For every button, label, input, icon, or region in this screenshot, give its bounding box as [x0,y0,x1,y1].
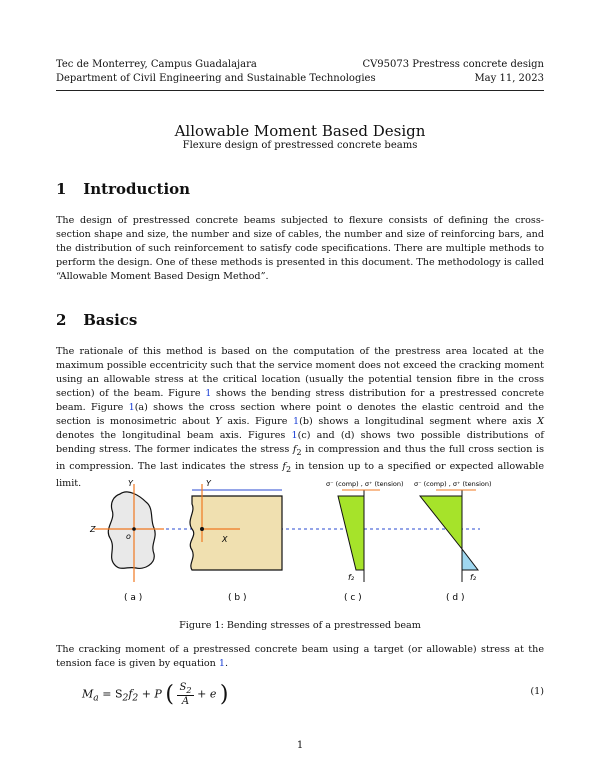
header-course: CV95073 Prestress concrete design [362,59,544,70]
y-axis-label-a: Y [128,479,133,488]
text-run: in tension up to a specified or expected allowable limit. [56,460,544,489]
header-left [56,58,376,86]
eq-subscript: 2 [122,692,129,704]
y-axis-label-b: Y [206,479,211,488]
figure-reference-link[interactable]: 1 [205,388,212,399]
text-run: The rationale of this method is based on the computation of the prestress area located at the maximum possible eccentricity such that the service moment does not exceed the cracking moment using an allowable stress at the critical location (usually the potential tension fibre in the cross section) of the beam. Figure [56,346,544,399]
header-right [362,58,544,86]
math-symbol: X [537,416,544,427]
subfigure-label-a: ( a ) [124,593,143,603]
text-run: (a) shows the cross section where point o denotes the elastic centroid and the section is monosimetric about [56,402,545,427]
figure-reference-link[interactable]: 1 [291,430,298,441]
x-axis-label-b: X [222,535,228,544]
eq-symbol: = S [102,687,123,701]
eq-symbol: + e [197,687,217,701]
text-run: (b) shows a longitudinal segment where axis [299,416,538,427]
text-run: in compression and thus the full cross section is in compression. The last indicates the stress [56,444,544,472]
subfigure-label-c: ( c ) [344,593,362,603]
f2-label-c: f₂ [348,573,355,582]
eq-symbol: + P [141,687,162,701]
figure-caption: Figure 1: Bending stresses of a prestressed beam [179,620,421,631]
stress-sign-label-d: σ⁻ (comp) , σ⁺ (tension) [414,480,492,488]
eq-fraction [177,682,193,707]
document-subtitle: Flexure design of prestressed concrete beams [182,140,418,151]
section-title: Basics [83,311,138,329]
figure-reference-link[interactable]: 1 [293,416,300,427]
section-heading-introduction [56,180,190,198]
text-run: . [225,658,229,669]
stress-sign-label-c: σ⁻ (comp) , σ⁺ (tension) [326,480,404,488]
header-institution: Tec de Monterrey, Campus Guadalajara [56,59,257,70]
text-run: denotes the longitudinal beam axis. Figures [56,430,292,441]
basics-paragraph [56,345,544,491]
math-symbol: f [292,444,297,455]
header-rule [56,90,544,91]
page-number: 1 [296,740,304,751]
equation-number: (1) [530,686,544,697]
header-department: Department of Civil Engineering and Sustainable Technologies [56,73,376,84]
cracking-moment-paragraph [56,643,544,671]
eq-subscript: a [93,692,99,704]
tension-zone-d [462,549,478,570]
bending-stress-figure [80,472,520,612]
beam-centroid-point [200,527,204,531]
cross-section-shape [108,492,155,569]
math-subscript: 2 [285,464,292,474]
centroid-label: o [126,532,131,541]
subfigure-label-b: ( b ) [228,593,247,603]
eq-paren: ) [219,682,229,707]
eq-symbol: M [82,687,94,701]
section-heading-basics [56,311,137,329]
text-run: (c) and (d) shows two possible distributions of bending stress. The former indicates the stress [56,430,544,455]
stress-diagram-c [338,496,364,570]
eq-subscript: 2 [132,692,139,704]
math-symbol: Y [215,416,222,427]
z-axis-label-a: Z [90,525,96,534]
centroid-point [132,527,136,531]
subfigure-label-d: ( d ) [446,593,465,603]
text-run: axis. Figure [221,416,294,427]
section-number: 2 [56,311,67,329]
eq-subscript: 2 [186,685,192,695]
eq-symbol: S [179,682,187,693]
math-symbol: f [282,460,286,472]
compression-zone-d [420,496,462,549]
introduction-paragraph: The design of prestressed concrete beams subjected to flexure consists of defining the cross-section shape and size, the number and size of cables, the number and size of reinforcing bars, and the distribution of such reinforcement to satisfy code specifications. There are multiple methods to perform the design. One of these methods is presented in this document. The methodology is called “Allowable Moment Based Design Method”. [56,215,544,282]
section-title: Introduction [83,180,191,198]
text-run: The cracking moment of a prestressed concrete beam using a target (or allowable) stress at the tension face is given by equation [56,644,544,669]
section-number: 1 [56,180,67,198]
equation-reference-link[interactable]: 1 [218,658,226,669]
text-run: shows the bending stress distribution for a prestressed concrete beam. Figure [56,388,544,413]
eq-symbol: f [128,687,133,701]
beam-segment-shape [190,496,282,570]
figure-reference-link[interactable]: 1 [128,402,135,413]
header-date: May 11, 2023 [474,73,544,84]
eq-symbol: A [181,696,190,707]
document-title: Allowable Moment Based Design [174,122,426,140]
cracking-moment-equation [82,682,228,707]
f2-label-d: f₂ [470,573,477,582]
eq-paren: ( [165,682,174,707]
math-subscript: 2 [296,447,302,457]
